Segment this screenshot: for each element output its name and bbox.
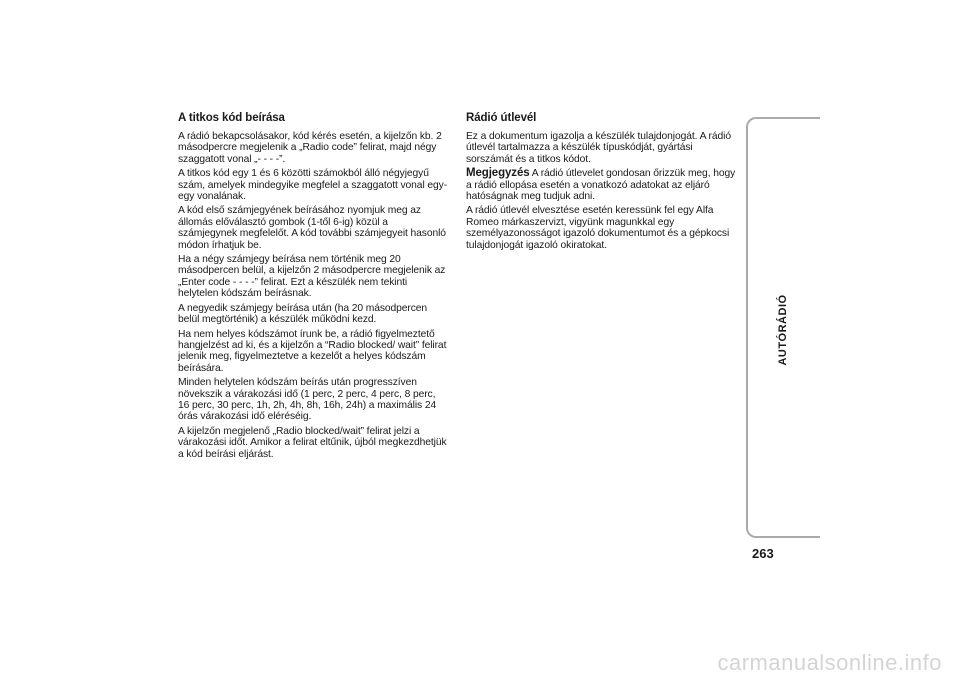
note-text: A rádió útlevelet gondosan őrizzük meg, hogy a rádió ellopása esetén a vonatkozó adatokat az eljáró hatóságnak meg tudjuk adni. [466, 168, 736, 203]
left-column [178, 112, 448, 463]
paragraph: A rádió útlevél elvesztése esetén keressünk fel egy Alfa Romeo márkaszervizt, vigyünk magunkkal egy személyazonosságot igazoló dokumentumot és a gépkocsi tulajdonjogát igazoló okiratokat. [466, 205, 730, 251]
note-paragraph [466, 168, 738, 202]
paragraph: Ez a dokumentum igazolja a készülék tulajdonjogát. A rádió útlevél tartalmazza a készülék típuskódját, gyártási sorszámát és a titkos kódot. [466, 131, 731, 165]
section-heading-radio-passport: Rádió útlevél [466, 112, 537, 124]
section-tab-label: AUTÓRÁDIÓ [777, 294, 789, 366]
paragraph: A kijelzőn megjelenő „Radio blocked/wait” felirat jelzi a várakozási időt. Amikor a felirat eltűnik, újból megkezdhetjük a kód beírási eljárást. [178, 425, 447, 460]
paragraph: A negyedik számjegy beírása után (ha 20 másodpercen belül megtörténik) a készülék működni kezd. [178, 302, 428, 326]
paragraph: A rádió bekapcsolásakor, kód kérés esetén, a kijelzőn kb. 2 másodpercre megjelenik a „Radio code” felirat, majd négy szaggatott vonal „- - - -”. [178, 131, 442, 165]
section-heading-secret-code: A titkos kód beírása [178, 112, 285, 124]
page-number: 263 [752, 546, 774, 561]
paragraph: A kód első számjegyének beírásához nyomjuk meg az állomás előválasztó gombok (1-től 6-ig) közül a számjegynek megfelelőt. A kód további számjegyeit hasonló módon írhatjuk be. [178, 205, 446, 251]
note-label: Megjegyzés [466, 167, 530, 180]
paragraph: Ha a négy számjegy beírása nem történik meg 20 másodpercen belül, a kijelzőn 2 másodpercre megjelenik az „Enter code - - - -” felirat. Ezt a készülék nem tekinti helytelen kódszám beírásnak. [178, 254, 446, 300]
right-column [466, 112, 738, 254]
paragraph: A titkos kód egy 1 és 6 közötti számokból álló négyjegyű szám, amelyek mindegyike megfelel a szaggatott vonal egy-egy vonalának. [178, 168, 448, 203]
watermark: carmanualsonline.info [717, 650, 942, 675]
paragraph: Ha nem helyes kódszámot írunk be, a rádió figyelmeztető hangjelzést ad ki, és a kijelzőn a “Radio blocked/ wait” felirat jelenik meg, figyelmeztetve a kezelőt a helyes kódszám beírására. [178, 328, 447, 374]
paragraph: Minden helytelen kódszám beírás után progresszíven növekszik a várakozási idő (1 perc, 2 perc, 4 perc, 8 perc, 16 perc, 30 perc, 1h, 2h, 4h, 8h, 16h, 24h) a maximális 24 órás várakozási idő eléréséig. [178, 377, 437, 423]
